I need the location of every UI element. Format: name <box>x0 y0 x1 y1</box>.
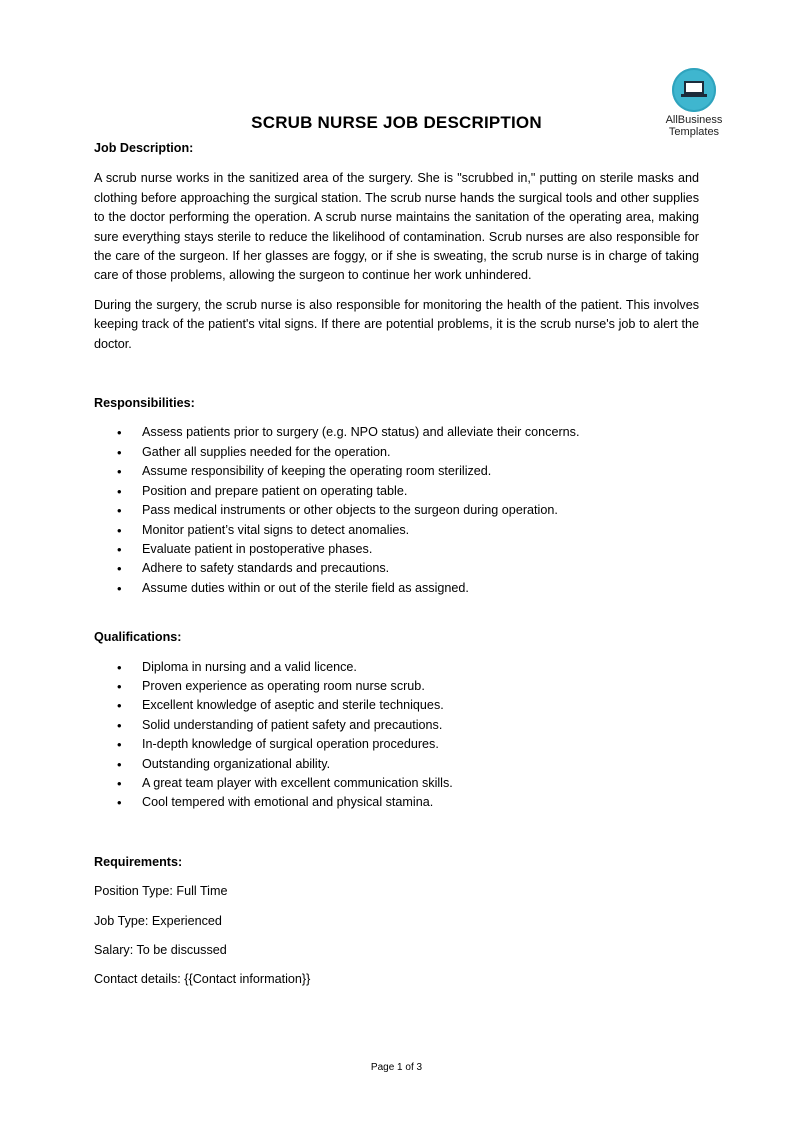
list-item: • Monitor patient’s vital signs to detect anomalies. <box>94 521 699 540</box>
document-body <box>94 139 699 990</box>
contact-details: Contact details: {{Contact information}} <box>94 972 311 987</box>
list-item: • Solid understanding of patient safety and precautions. <box>94 716 699 735</box>
position-type: Position Type: Full Time <box>94 884 228 899</box>
list-item: • Diploma in nursing and a valid licence. <box>94 658 699 677</box>
list-item: • Adhere to safety standards and precautions. <box>94 559 699 578</box>
list-item: • Proven experience as operating room nurse scrub. <box>94 677 699 696</box>
page-number: Page 1 of 3 <box>370 1062 423 1073</box>
list-item: • Assess patients prior to surgery (e.g. NPO status) and alleviate their concerns. <box>94 423 699 442</box>
qualifications-heading: Qualifications: <box>94 630 182 645</box>
list-item: • Evaluate patient in postoperative phases. <box>94 540 699 559</box>
logo-text-line1: AllBusiness <box>665 114 723 126</box>
list-item: • Gather all supplies needed for the operation. <box>94 443 699 462</box>
page-title: SCRUB NURSE JOB DESCRIPTION <box>251 113 542 132</box>
list-item: • Excellent knowledge of aseptic and sterile techniques. <box>94 696 699 715</box>
job-type: Job Type: Experienced <box>94 913 222 928</box>
requirements-heading: Requirements: <box>94 854 183 869</box>
list-item: • In-depth knowledge of surgical operation procedures. <box>94 735 699 754</box>
job-description-heading: Job Description: <box>94 141 194 155</box>
list-item: • Assume duties within or out of the sterile field as assigned. <box>94 579 699 598</box>
list-item: • Cool tempered with emotional and physical stamina. <box>94 793 699 812</box>
list-item: • Pass medical instruments or other objects to the surgeon during operation. <box>94 501 699 520</box>
list-item: • A great team player with excellent communication skills. <box>94 774 699 793</box>
qualifications-list <box>94 658 699 813</box>
job-description-paragraph-1: A scrub nurse works in the sanitized area of the surgery. She is "scrubbed in," putting on sterile masks and clothing before approaching the surgical station. The scrub nurse hands the surgical tools and other supplies to the doctor performing the operation. A scrub nurse maintains the sanitation of the operating area, making sure everything stays sterile to reduce the likelihood of contamination. Scrub nurses are also responsible for the care of the surgeon. If her glasses are foggy, or if she is sweating, the scrub nurse is in charge of taking care of those problems, allowing the surgeon to continue her work unhindered. <box>94 171 699 283</box>
responsibilities-list <box>94 423 699 598</box>
list-item: • Position and prepare patient on operating table. <box>94 482 699 501</box>
salary: Salary: To be discussed <box>94 943 227 957</box>
list-item: • Assume responsibility of keeping the operating room sterilized. <box>94 462 699 481</box>
responsibilities-heading: Responsibilities: <box>94 396 195 411</box>
logo-badge <box>672 68 716 112</box>
logo-text-line2: Templates <box>668 126 720 138</box>
laptop-icon <box>681 79 707 101</box>
list-item: • Outstanding organizational ability. <box>94 755 699 774</box>
job-description-paragraph-2: During the surgery, the scrub nurse is also responsible for monitoring the health of the patient. This involves keeping track of the patient's vital signs. If there are potential problems, it is the scrub nurse's job to alert the doctor. <box>94 297 699 351</box>
